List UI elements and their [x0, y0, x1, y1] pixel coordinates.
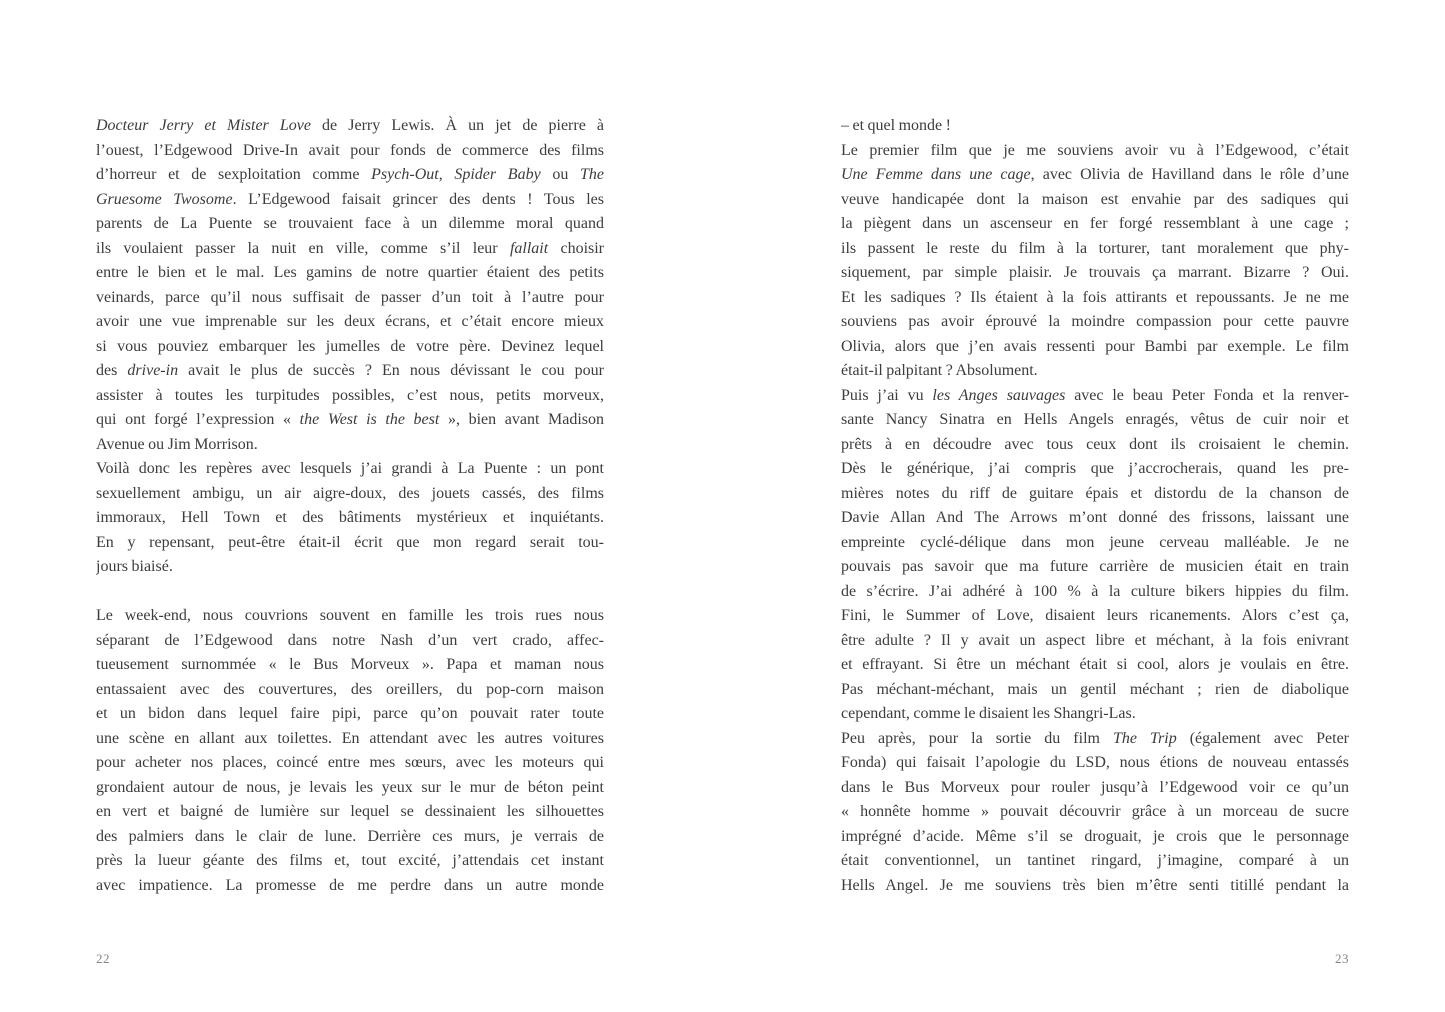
- text-line: [96, 384, 604, 409]
- body-text: et effrayant. Si être un méchant était si cool, alors je voulais en être.: [841, 656, 1349, 673]
- body-text: ,: [438, 166, 455, 183]
- italic-text: The Trip: [1112, 729, 1177, 747]
- body-text: parents de La Puente se trouvaient face à un dilemme moral quand: [96, 215, 604, 232]
- text-line: [841, 849, 1349, 874]
- text-line: [96, 163, 604, 188]
- italic-text: Une Femme dans une cage: [841, 166, 1031, 183]
- body-text: l’ouest, l’Edgewood Drive-In avait pour fonds de commerce des films: [96, 141, 604, 159]
- body-text: grondaient autour de nous, je levais les yeux sur le mur de béton peint: [96, 778, 604, 796]
- text-line: [96, 310, 604, 335]
- body-text: de s’écrire. J’ai adhéré à 100 % à la culture bikers hippies du film.: [841, 582, 1349, 600]
- text-line: [841, 825, 1349, 850]
- text-line: [96, 433, 604, 458]
- body-text: ils passent le reste du film à la torturer, tant moralement que phy-: [841, 239, 1349, 257]
- italic-text: The: [580, 166, 604, 183]
- body-text: « honnête homme » pouvait découvrir grâce à un morceau de sucre: [841, 803, 1349, 820]
- body-text: veuve handicapée dont la maison est envahie par des sadiques qui: [841, 190, 1349, 208]
- italic-text: Spider Baby: [454, 166, 541, 183]
- text-line: [96, 261, 604, 286]
- text-line: [841, 188, 1349, 213]
- text-line: [841, 678, 1349, 703]
- text-line: [841, 482, 1349, 507]
- body-text: être adulte ? Il y avait un aspect libre et méchant, à la fois enivrant: [841, 631, 1349, 649]
- body-text: près la lueur géante des films et, tout excité, j’attendais cet instant: [96, 852, 604, 869]
- text-line: [841, 408, 1349, 433]
- text-line: [841, 237, 1349, 262]
- text-line: [841, 727, 1349, 752]
- text-line: [841, 629, 1349, 654]
- text-line: [96, 629, 604, 654]
- paragraph: [841, 727, 1349, 899]
- body-text: , avec Olivia de Havilland dans le rôle d’une: [1030, 166, 1349, 183]
- body-text: Le week-end, nous couvrions souvent en famille les trois rues nous: [96, 607, 604, 624]
- body-text: immoraux, Hell Town et des bâtiments mystérieux et inquiétants.: [96, 509, 604, 526]
- body-text: si vous pouviez embarquer les jumelles de votre père. Devinez lequel: [96, 337, 604, 355]
- body-text: », bien avant Madison: [439, 411, 604, 428]
- body-text: souviens pas avoir éprouvé la moindre compassion pour cette pauvre: [841, 313, 1349, 330]
- body-text: veinards, parce qu’il nous suffisait de passer d’un toit à l’autre pour: [96, 288, 604, 306]
- text-line: [96, 237, 604, 262]
- body-text: Olivia, alors que j’en avais ressenti pour Bambi par exemple. Le film: [841, 337, 1349, 355]
- text-line: [841, 506, 1349, 531]
- text-line: [96, 506, 604, 531]
- body-text: cependant, comme le disaient les Shangri-Las.: [841, 705, 1136, 722]
- body-text: siquement, par simple plaisir. Je trouvais ça marrant. Bizarre ? Oui.: [841, 264, 1349, 281]
- text-line: [96, 678, 604, 703]
- text-line: [96, 776, 604, 801]
- text-line: [841, 604, 1349, 629]
- body-text: la piègent dans un ascenseur en fer forgé ressemblant à une cage ;: [841, 215, 1349, 232]
- body-text: En y repensant, peut-être était-il écrit que mon regard serait tou-: [96, 533, 604, 551]
- text-line: [96, 457, 604, 482]
- body-text: avec le beau Peter Fonda et la renver-: [1065, 386, 1349, 404]
- body-text: ou: [540, 166, 581, 183]
- body-text: Dès le générique, j’ai compris que j’accrocherais, quand les pre-: [841, 460, 1349, 477]
- body-text: Et les sadiques ? Ils étaient à la fois attirants et repoussants. Je ne me: [841, 288, 1349, 306]
- body-text: entre le bien et le mal. Les gamins de notre quartier étaient des petits: [96, 264, 604, 281]
- body-text: des palmiers dans le clair de lune. Derrière ces murs, je verrais de: [96, 827, 604, 845]
- body-text: ils voulaient passer la nuit en ville, comme s’il leur: [96, 239, 510, 257]
- text-line: [841, 653, 1349, 678]
- body-text: pouvais pas savoir que ma future carrière de musicien était en train: [841, 558, 1349, 575]
- body-text: sexuellement ambigu, un air aigre-doux, des jouets cassés, des films: [96, 484, 604, 502]
- body-text: – et quel monde !: [841, 117, 951, 134]
- body-text: qui ont forgé l’expression «: [96, 411, 300, 428]
- body-text: dans le Bus Morveux pour rouler jusqu’à l’Edgewood voir ce qu’un: [841, 778, 1349, 796]
- body-text: Hells Angel. Je me souviens très bien m’être senti titillé pendant la: [841, 876, 1349, 894]
- body-text: mières notes du riff de guitare épais et distordu de la chanson de: [841, 484, 1349, 502]
- body-text: sante Nancy Sinatra en Hells Angels enragés, vêtus de cuir noir et: [841, 411, 1349, 428]
- body-text: choisir: [548, 239, 604, 257]
- italic-text: the West is the best: [299, 411, 440, 428]
- body-text: Pas méchant-méchant, mais un gentil méchant ; rien de diabolique: [841, 680, 1349, 698]
- body-text: et un bidon dans lequel faire pipi, parce qu’on pouvait rater toute: [96, 705, 604, 722]
- body-text: jours biaisé.: [96, 558, 173, 575]
- text-line: [841, 310, 1349, 335]
- body-text: prêts à en découdre avec tous ceux dont ils croisaient le chemin.: [841, 435, 1349, 453]
- body-text: Avenue ou Jim Morrison.: [96, 435, 258, 453]
- text-line: [841, 163, 1349, 188]
- text-line: [841, 384, 1349, 409]
- page-22-text-block: [96, 114, 604, 898]
- text-line: [96, 482, 604, 507]
- body-text: était conventionnel, un tantinet ringard, j’imagine, comparé à un: [841, 852, 1349, 869]
- italic-text: Gruesome Twosome: [96, 190, 233, 208]
- body-text: Fonda) qui faisait l’apologie du LSD, nous étions de nouveau entassés: [841, 754, 1349, 771]
- text-line: [96, 408, 604, 433]
- text-line: [841, 457, 1349, 482]
- body-text: tueusement surnommée « le Bus Morveux ». Papa et maman nous: [96, 656, 604, 673]
- body-text: avoir une vue imprenable sur les deux écrans, et c’était encore mieux: [96, 313, 604, 330]
- body-text: Peu après, pour la sortie du film: [841, 729, 1113, 747]
- text-line: [841, 261, 1349, 286]
- text-line: [96, 653, 604, 678]
- text-line: [841, 114, 1349, 139]
- paragraph: [96, 114, 604, 457]
- italic-text: Psych-Out: [371, 166, 439, 183]
- paragraph: [841, 384, 1349, 727]
- body-text: Davie Allan And The Arrows m’ont donné des frissons, laissant une: [841, 509, 1349, 526]
- text-line: [841, 800, 1349, 825]
- body-text: avec impatience. La promesse de me perdre dans un autre monde: [96, 876, 604, 894]
- paragraph: [96, 457, 604, 580]
- body-text: Le premier film que je me souviens avoir vu à l’Edgewood, c’était: [841, 141, 1349, 159]
- text-line: [96, 212, 604, 237]
- body-text: des: [96, 362, 128, 379]
- text-line: [96, 531, 604, 556]
- text-line: [96, 604, 604, 629]
- body-text: avait le plus de succès ? En nous dévissant le cou pour: [178, 362, 604, 379]
- text-line: [841, 751, 1349, 776]
- body-text: (également avec Peter: [1176, 729, 1349, 747]
- body-text: d’horreur et de sexploitation comme: [96, 166, 372, 183]
- body-text: Voilà donc les repères avec lesquels j’ai grandi à La Puente : un pont: [96, 460, 604, 477]
- text-line: [96, 139, 604, 164]
- text-line: [96, 751, 604, 776]
- paragraph: [96, 604, 604, 898]
- paragraph: [841, 139, 1349, 384]
- body-text: empreinte cyclé-délique dans mon jeune cerveau malléable. Je ne: [841, 533, 1349, 551]
- text-line: [841, 335, 1349, 360]
- italic-text: drive-in: [127, 362, 179, 379]
- text-line: [96, 849, 604, 874]
- italic-text: Docteur Jerry et Mister Love: [96, 117, 311, 134]
- text-line: [96, 335, 604, 360]
- body-text: pour acheter nos places, coincé entre mes sœurs, avec les moteurs qui: [96, 754, 604, 771]
- italic-text: les Anges sauvages: [932, 386, 1066, 404]
- text-line: [841, 359, 1349, 384]
- text-line: [841, 776, 1349, 801]
- page-23-text-block: [841, 114, 1349, 898]
- body-text: séparant de l’Edgewood dans notre Nash d’un vert crado, affec-: [96, 631, 604, 649]
- body-text: de Jerry Lewis. À un jet de pierre à: [310, 117, 604, 134]
- text-line: [96, 188, 604, 213]
- body-text: imprégné d’acide. Même s’il se droguait, je crois que le personnage: [841, 827, 1349, 845]
- body-text: Fini, le Summer of Love, disaient leurs ricanements. Alors c’est ça,: [841, 607, 1349, 624]
- text-line: [96, 286, 604, 311]
- text-line: [841, 286, 1349, 311]
- text-line: [841, 874, 1349, 899]
- text-line: [96, 800, 604, 825]
- page-number-left: 22: [96, 951, 110, 966]
- body-text: entassaient avec des couvertures, des oreillers, du pop-corn maison: [96, 680, 604, 698]
- body-text: en vert et baigné de lumière sur lequel se dessinaient les silhouettes: [96, 803, 604, 820]
- page-number-right: 23: [1335, 951, 1349, 966]
- text-line: [96, 874, 604, 899]
- text-line: [841, 139, 1349, 164]
- body-text: une scène en allant aux toilettes. En attendant avec les autres voitures: [96, 729, 604, 747]
- text-line: [96, 555, 604, 580]
- text-line: [841, 702, 1349, 727]
- body-text: était-il palpitant ? Absolument.: [841, 362, 1038, 379]
- body-text: . L’Edgewood faisait grincer des dents ! Tous les: [232, 190, 604, 208]
- body-text: Puis j’ai vu: [841, 386, 933, 404]
- text-line: [96, 825, 604, 850]
- text-line: [841, 580, 1349, 605]
- paragraph: [841, 114, 1349, 139]
- text-line: [841, 433, 1349, 458]
- text-line: [96, 727, 604, 752]
- text-line: [841, 555, 1349, 580]
- italic-text: fallait: [509, 239, 549, 257]
- body-text: assister à toutes les turpitudes possibles, c’est nous, petits morveux,: [96, 386, 604, 404]
- text-line: [96, 114, 604, 139]
- text-line: [96, 359, 604, 384]
- text-line: [841, 212, 1349, 237]
- text-line: [96, 702, 604, 727]
- text-line: [841, 531, 1349, 556]
